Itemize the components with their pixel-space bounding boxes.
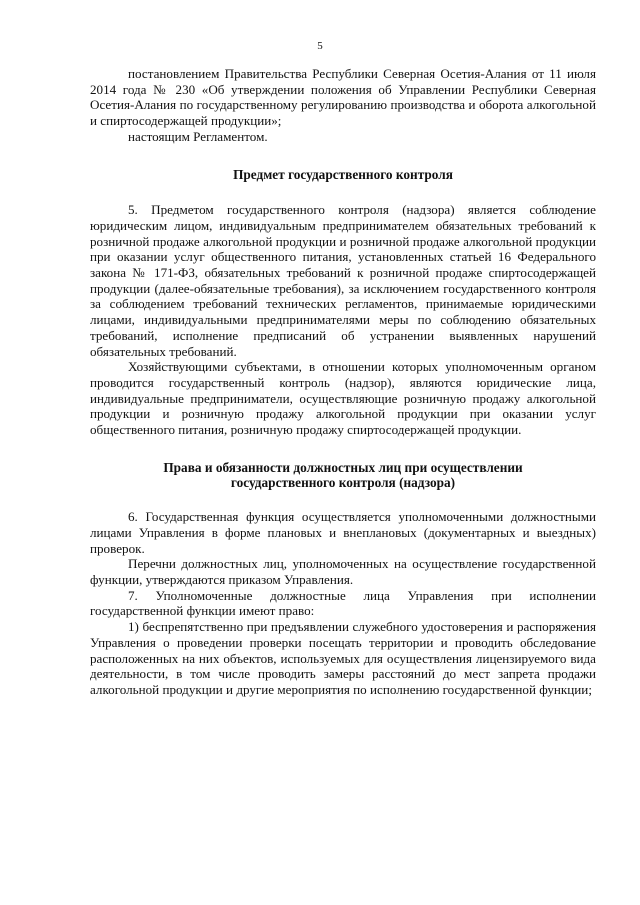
paragraph-decree: постановлением Правительства Республики Северная Осетия-Алания от 11 июля 2014 года № 230 «Об утверждении положения об Управлении Республики Северная Осетия-Алания по государственному регулированию производства и оборота алкогольной и спиртосодержащей продукции»; xyxy=(90,66,596,129)
paragraph-5: 5. Предметом государственного контроля (надзора) является соблюдение юридическим лицом, индивидуальным предпринимателем обязательных требований к розничной продаже алкогольной продукции и розничной продаже алкогольной продукции при оказании услуг общественного питания, установленных статьей 16 Федерального закона № 171-ФЗ, обязательных требований к розничной продаже спиртосодержащей продукции (далее-обязательные требования), за исключением государственного контроля за соблюдением требований технических регламентов, принимаемые юридическими лицами, индивидуальными предпринимателями меры по соблюдению обязательных требований, исполнение предписаний об устранении выявленных нарушений обязательных требований. xyxy=(90,202,596,359)
section-heading-rights-line1: Права и обязанности должностных лиц при осуществлении xyxy=(163,459,523,475)
paragraph-officials-list: Перечни должностных лиц, уполномоченных на осуществление государственной функции, утверждаются приказом Управления. xyxy=(90,556,596,587)
section-heading-rights-line2: государственного контроля (надзора) xyxy=(230,475,456,491)
section-heading-subject: Предмет государственного контроля xyxy=(233,166,453,182)
page-number: 5 xyxy=(317,40,323,52)
paragraph-regulation: настоящим Регламентом. xyxy=(128,128,268,144)
section-heading-rights xyxy=(90,460,596,491)
document-body xyxy=(90,66,596,698)
paragraph-6: 6. Государственная функция осуществляется уполномоченными должностными лицами Управления в форме плановых и внеплановых (документарных и выездных) проверок. xyxy=(90,509,596,556)
paragraph-7-item-1: 1) беспрепятственно при предъявлении служебного удостоверения и распоряжения Управления о проведении проверки посещать территории и проводить обследование расположенных на них объектов, используемых для осуществления лицензируемого вида деятельности, в том числе проводить замеры расстояний до мест запрета продажи алкогольной продукции и другие мероприятия по исполнению государственной функции; xyxy=(90,619,596,697)
paragraph-7: 7. Уполномоченные должностные лица Управления при исполнении государственной функции имеют право: xyxy=(90,587,596,619)
paragraph-subjects: Хозяйствующими субъектами, в отношении которых уполномоченным органом проводится государственный контроль (надзор), являются юридические лица, индивидуальные предприниматели, осуществляющие розничную продажу алкогольной продукции и розничную продажу алкогольной продукции при оказании услуг общественного питания, розничную продажу спиртосодержащей продукции. xyxy=(90,359,596,438)
